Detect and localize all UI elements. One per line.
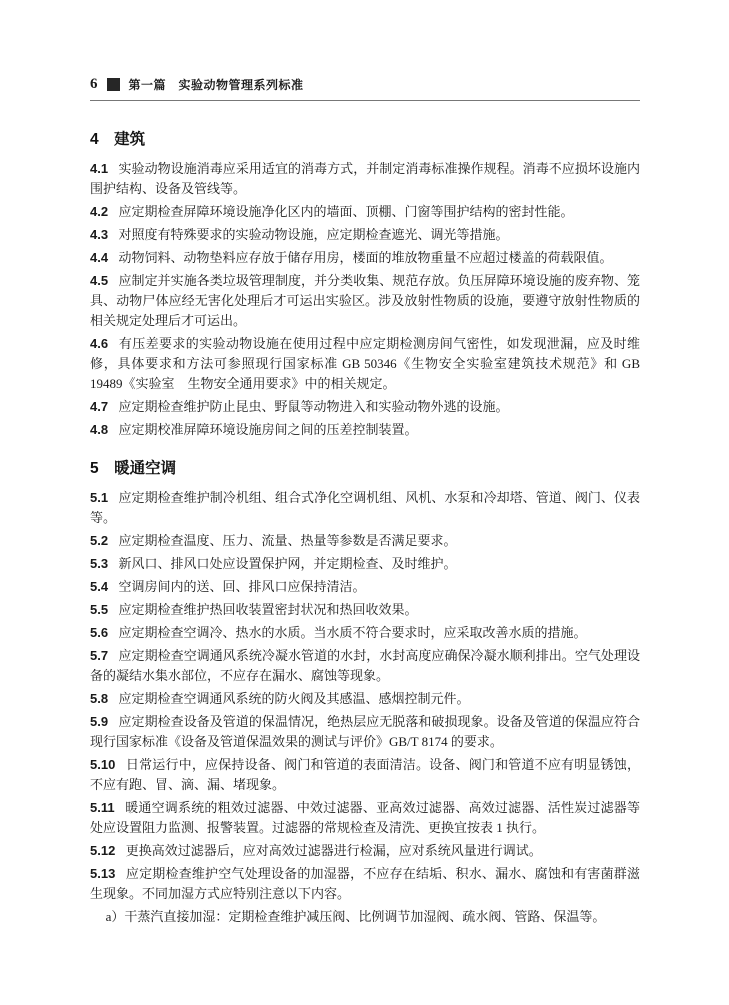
- clause-4-7: [90, 397, 640, 417]
- clause-text: 应定期检查维护热回收装置密封状况和热回收效果。: [118, 602, 418, 617]
- sub-clause-text: 干蒸汽直接加湿：定期检查维护减压阀、比例调节加湿阀、疏水阀、管路、保温等。: [124, 909, 606, 924]
- clause-number: 5.4: [90, 579, 109, 594]
- clause-5-6: [90, 623, 640, 643]
- clause-number: 5.5: [90, 602, 109, 617]
- clause-number: 4.1: [90, 161, 109, 176]
- clause-number: 4.5: [90, 273, 109, 288]
- section-title: 建筑: [114, 131, 146, 148]
- clause-number: 4.4: [90, 250, 109, 265]
- section-heading-hvac: [90, 456, 640, 478]
- clause-text: 应定期检查空调通风系统的防火阀及其感温、感烟控制元件。: [118, 691, 470, 706]
- clause-text: 应定期检查空调冷、热水的水质。当水质不符合要求时，应采取改善水质的措施。: [118, 625, 587, 640]
- clause-number: 4.3: [90, 227, 109, 242]
- clause-number: 4.2: [90, 204, 109, 219]
- page-header: [90, 76, 640, 101]
- sub-clause-label: a）: [105, 909, 125, 924]
- clause-5-7: [90, 646, 640, 686]
- clause-text: 对照度有特殊要求的实验动物设施，应定期检查遮光、调光等措施。: [118, 227, 509, 242]
- header-marker-icon: [107, 78, 120, 91]
- clause-number: 5.11: [90, 800, 115, 815]
- clause-text: 应定期校准屏障环境设施房间之间的压差控制装置。: [118, 422, 418, 437]
- clause-number: 5.13: [90, 866, 116, 881]
- clause-number: 4.6: [90, 336, 109, 351]
- clause-text: 应制定并实施各类垃圾管理制度，并分类收集、规范存放。负压屏障环境设施的废弃物、笼具、动物尸体应经无害化处理后才可运出实验区。涉及放射性物质的设施，要遵守放射性物质的相关规定处理后才可运出。: [90, 273, 640, 328]
- clause-number: 5.2: [90, 533, 109, 548]
- section-title: 暖通空调: [114, 460, 177, 477]
- clause-text: 日常运行中，应保持设备、阀门和管道的表面清洁。设备、阀门和管道不应有明显锈蚀，不应有跑、冒、滴、漏、堵现象。: [90, 757, 640, 792]
- clause-text: 新风口、排风口处应设置保护网，并定期检查、及时维护。: [118, 556, 457, 571]
- clause-number: 5.12: [90, 843, 116, 858]
- clause-4-8: [90, 420, 640, 440]
- clause-5-13: [90, 864, 640, 904]
- clause-5-9: [90, 712, 640, 752]
- clause-text: 应定期检查温度、压力、流量、热量等参数是否满足要求。: [118, 533, 457, 548]
- clause-4-2: [90, 202, 640, 222]
- section-number: 4: [90, 131, 99, 148]
- clause-number: 5.6: [90, 625, 109, 640]
- clause-5-10: [90, 755, 640, 795]
- clause-4-6: [90, 334, 640, 394]
- clause-text: 应定期检查屏障环境设施净化区内的墙面、顶棚、门窗等围护结构的密封性能。: [118, 204, 574, 219]
- clause-number: 5.10: [90, 757, 116, 772]
- clause-4-4: [90, 248, 640, 268]
- clause-text: 实验动物设施消毒应采用适宜的消毒方式，并制定消毒标准操作规程。消毒不应损坏设施内围护结构、设备及管线等。: [90, 161, 640, 196]
- section-heading-building: [90, 127, 640, 149]
- clause-5-3: [90, 554, 640, 574]
- clause-text: 应定期检查维护制冷机组、组合式净化空调机组、风机、水泵和冷却塔、管道、阀门、仪表等。: [90, 490, 640, 525]
- page-number: 6: [90, 76, 98, 92]
- clause-text: 更换高效过滤器后，应对高效过滤器进行检漏，应对系统风量进行调试。: [125, 843, 542, 858]
- clause-number: 5.7: [90, 648, 109, 663]
- sub-clause-a: [90, 907, 640, 927]
- clause-5-5: [90, 600, 640, 620]
- clause-text: 暖通空调系统的粗效过滤器、中效过滤器、亚高效过滤器、高效过滤器、活性炭过滤器等处应设置阻力监测、报警装置。过滤器的常规检查及清洗、更换宜按表 1 执行。: [90, 800, 640, 835]
- clause-5-11: [90, 798, 640, 838]
- clause-text: 有压差要求的实验动物设施在使用过程中应定期检测房间气密性，如发现泄漏，应及时维修，具体要求和方法可参照现行国家标准 GB 50346《生物安全实验室建筑技术规范》和 GB 19489《实验室 生物安全通用要求》中的相关规定。: [90, 336, 640, 391]
- clause-number: 5.8: [90, 691, 109, 706]
- clause-4-5: [90, 271, 640, 331]
- clause-4-3: [90, 225, 640, 245]
- clause-text: 应定期检查维护空气处理设备的加湿器，不应存在结垢、积水、漏水、腐蚀和有害菌群滋生现象。不同加湿方式应特别注意以下内容。: [90, 866, 640, 901]
- clause-5-1: [90, 488, 640, 528]
- clause-text: 应定期检查空调通风系统冷凝水管道的水封，水封高度应确保冷凝水顺利排出。空气处理设备的凝结水集水部位，不应存在漏水、腐蚀等现象。: [90, 648, 640, 683]
- clause-text: 应定期检查设备及管道的保温情况，绝热层应无脱落和破损现象。设备及管道的保温应符合现行国家标准《设备及管道保温效果的测试与评价》GB/T 8174 的要求。: [90, 714, 640, 749]
- clause-number: 5.1: [90, 490, 109, 505]
- clause-5-8: [90, 689, 640, 709]
- clause-5-4: [90, 577, 640, 597]
- running-head-title: 第一篇 实验动物管理系列标准: [128, 78, 304, 92]
- clause-4-1: [90, 159, 640, 199]
- clause-text: 动物饲料、动物垫料应存放于储存用房，楼面的堆放物重量不应超过楼盖的荷载限值。: [118, 250, 613, 265]
- clause-number: 4.7: [90, 399, 109, 414]
- clause-5-12: [90, 841, 640, 861]
- clause-number: 5.3: [90, 556, 109, 571]
- clause-text: 空调房间内的送、回、排风口应保持清洁。: [118, 579, 366, 594]
- clause-number: 4.8: [90, 422, 109, 437]
- clause-5-2: [90, 531, 640, 551]
- section-number: 5: [90, 460, 99, 477]
- clause-text: 应定期检查维护防止昆虫、野鼠等动物进入和实验动物外逃的设施。: [118, 399, 509, 414]
- clause-number: 5.9: [90, 714, 109, 729]
